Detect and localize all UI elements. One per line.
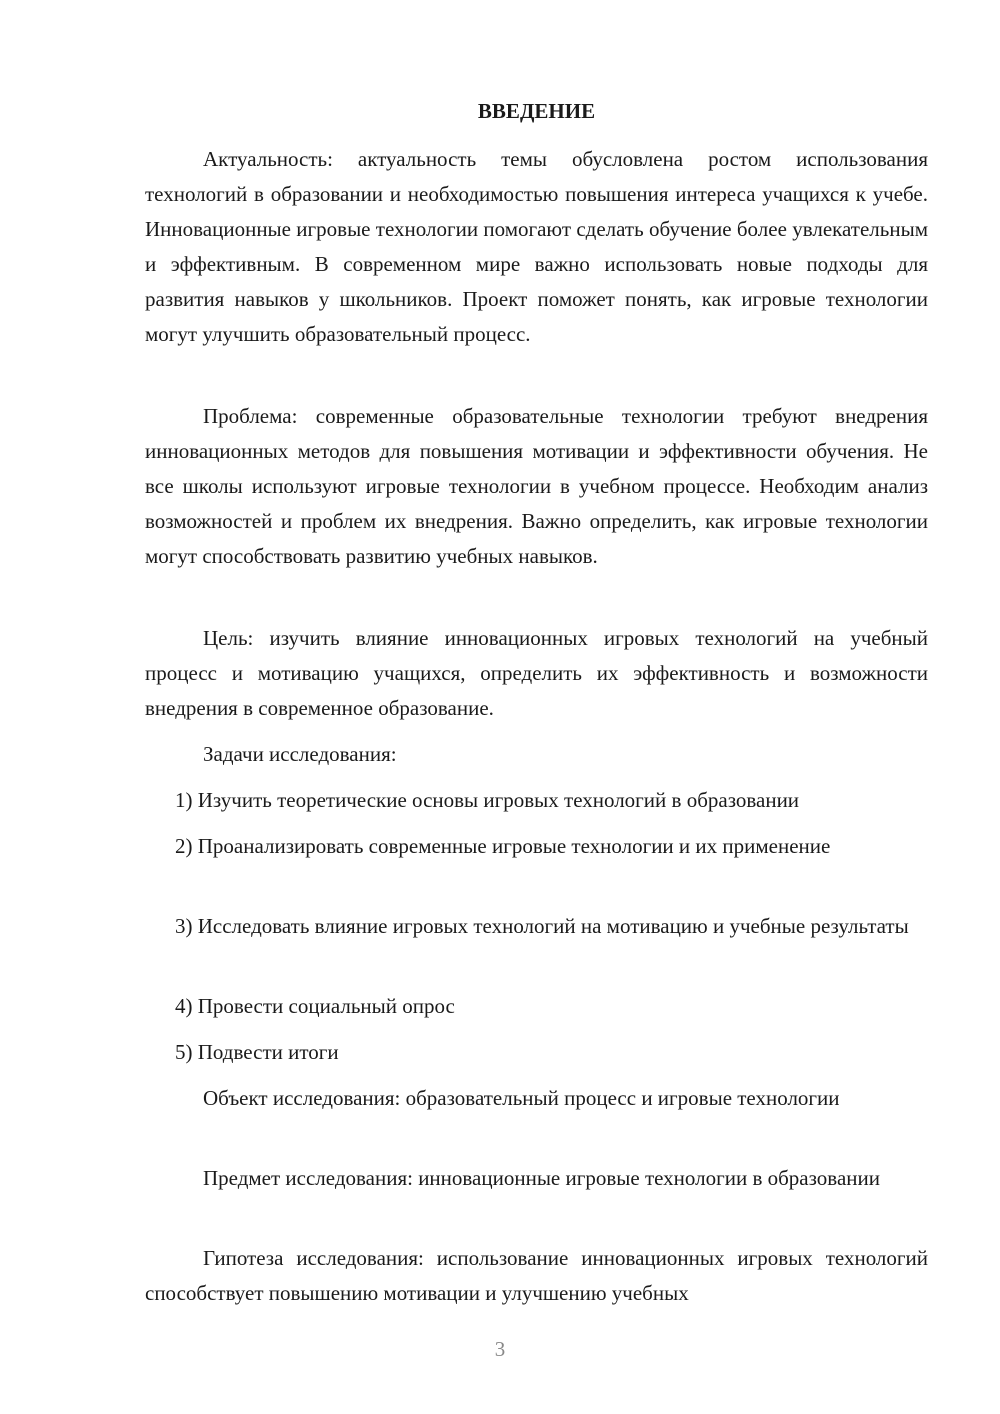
paragraph-hypothesis: Гипотеза исследования: использование инновационных игровых технологий способствует повышению мотивации и улучшению учебных bbox=[145, 1246, 928, 1305]
page-number: 3 bbox=[494, 1337, 506, 1361]
task-item-5: 5) Подвести итоги bbox=[175, 1040, 339, 1064]
paragraph-subject: Предмет исследования: инновационные игровые технологии в образовании bbox=[203, 1166, 880, 1190]
section-heading: ВВЕДЕНИЕ bbox=[477, 99, 596, 123]
paragraph-relevance: Актуальность: актуальность темы обусловлена ростом использования технологий в образовании и необходимостью повышения интереса учащихся к учебе. Инновационные игровые технологии помогают сделать обучение более увлекательным и эффективным. В современном мире важно использовать новые подходы для развития навыков у школьников. Проект поможет понять, как игровые технологии могут улучшить образовательный процесс. bbox=[145, 147, 928, 346]
paragraph-object: Объект исследования: образовательный процесс и игровые технологии bbox=[203, 1086, 840, 1110]
tasks-title: Задачи исследования: bbox=[203, 742, 397, 766]
task-item-2: 2) Проанализировать современные игровые технологии и их применение bbox=[175, 834, 831, 858]
paragraph-problem: Проблема: современные образовательные технологии требуют внедрения инновационных методов для повышения мотивации и эффективности обучения. Не все школы используют игровые технологии в учебном процессе. Необходим анализ возможностей и проблем их внедрения. Важно определить, как игровые технологии могут способствовать развитию учебных навыков. bbox=[145, 404, 928, 568]
task-item-4: 4) Провести социальный опрос bbox=[175, 994, 455, 1018]
task-item-1: 1) Изучить теоретические основы игровых технологий в образовании bbox=[175, 788, 800, 812]
paragraph-goal: Цель: изучить влияние инновационных игровых технологий на учебный процесс и мотивацию учащихся, определить их эффективность и возможности внедрения в современное образование. bbox=[145, 626, 928, 720]
task-item-3: 3) Исследовать влияние игровых технологий на мотивацию и учебные результаты bbox=[175, 914, 909, 938]
